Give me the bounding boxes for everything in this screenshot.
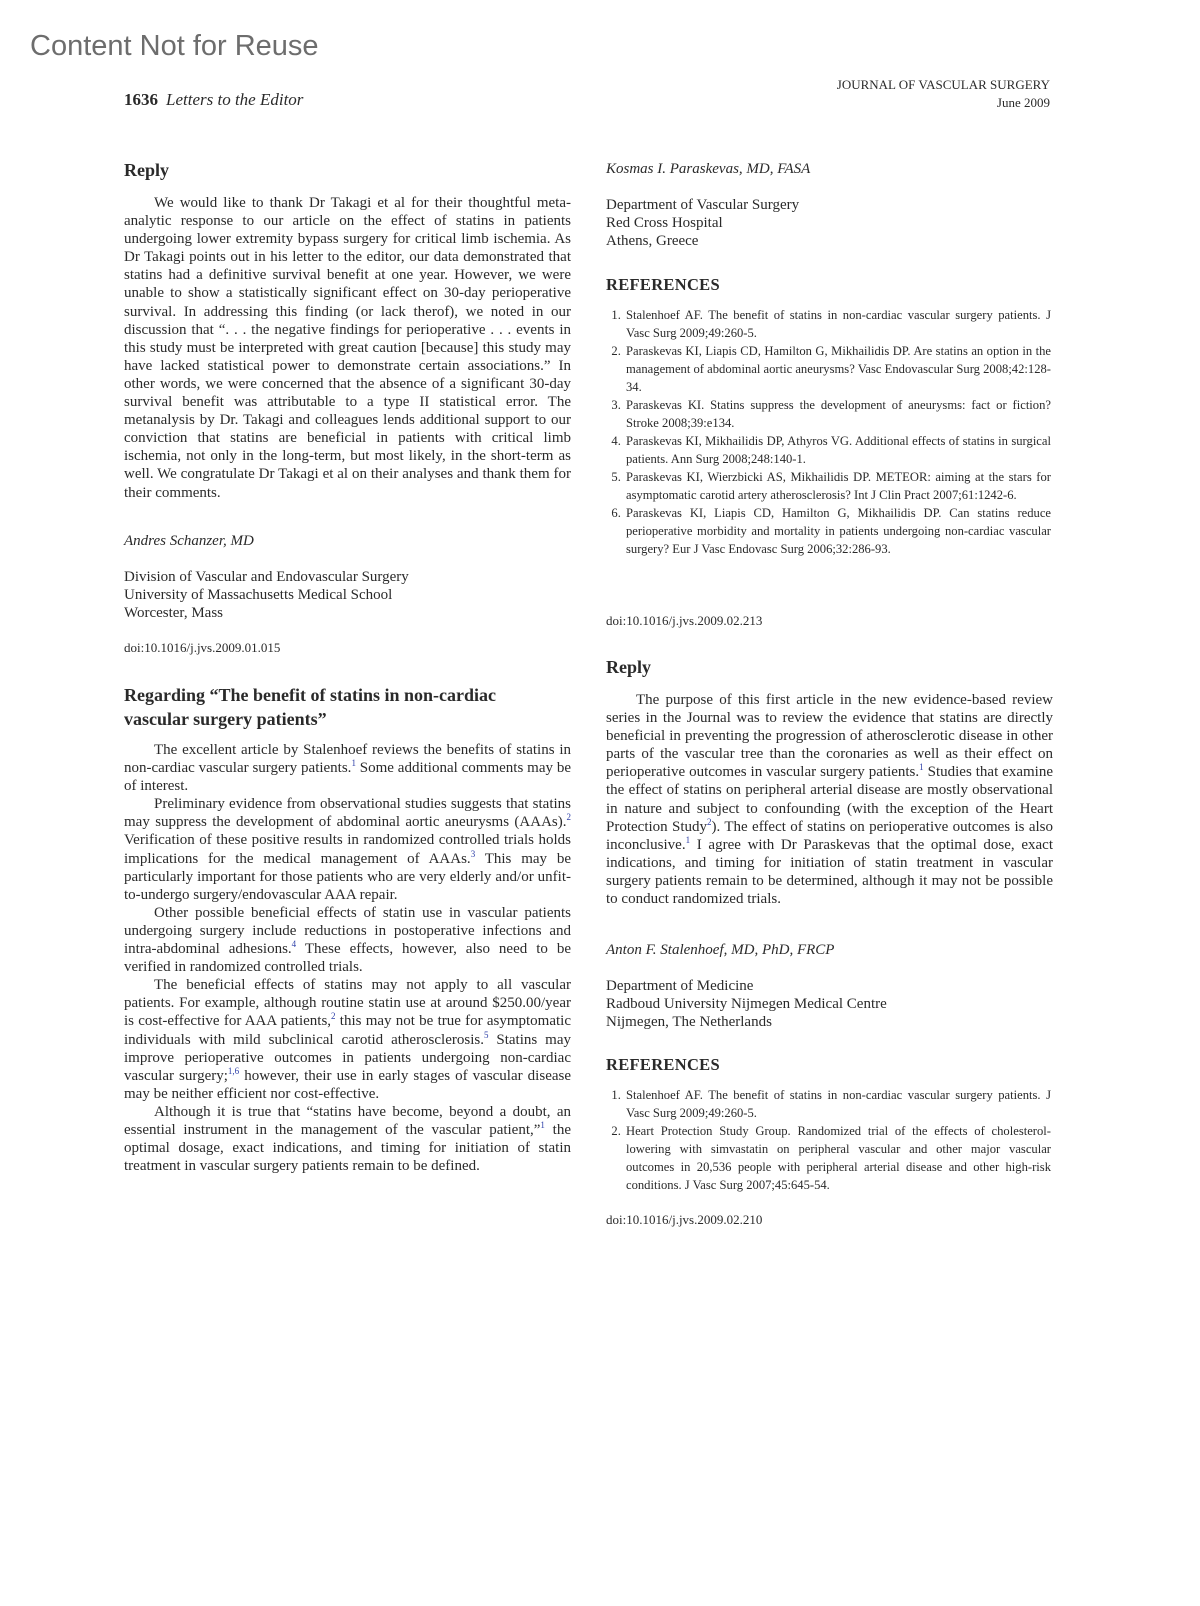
author-affiliation <box>124 568 571 622</box>
paragraph-text: Studies that examine the effect of statins on peripheral arterial disease are mostly observational in nature and subject to confounding (with the exception of the Heart Protection Study <box>606 764 1053 835</box>
affiliation-line: Nijmegen, The Netherlands <box>606 1014 772 1030</box>
citation-link[interactable]: 2 <box>331 1011 336 1022</box>
doi-link[interactable]: doi:10.1016/j.jvs.2009.02.213 <box>606 613 763 628</box>
citation-link[interactable]: 1 <box>351 758 356 769</box>
reference-list <box>606 1086 1051 1194</box>
reply-heading-block <box>124 160 571 181</box>
paragraph-text: The beneficial effects of statins may not apply to all vascular patients. For example, although routine statin use at around $250.00/year is cost-effective for AAA patients, <box>124 977 571 1030</box>
paragraph-text: Some additional comments may be of interest. <box>124 760 571 795</box>
paragraph <box>124 1103 571 1175</box>
references-heading: REFERENCES <box>606 1055 720 1074</box>
paragraph-text: I agree with Dr Paraskevas that the optimal dose, exact indications, and timing for initiation of statin treatment in vascular surgery patients remain to be determined, although it may not be possible to conduct randomized trials. <box>606 836 1053 908</box>
running-header-right <box>837 76 1050 112</box>
reference-list <box>606 306 1051 558</box>
citation-link[interactable]: 1 <box>919 762 924 773</box>
references-heading: REFERENCES <box>606 275 720 294</box>
issue-date: June 2009 <box>996 95 1050 110</box>
paragraph <box>124 904 571 976</box>
affiliation-line: Worcester, Mass <box>124 605 223 621</box>
paragraph <box>124 741 571 795</box>
author-signature: Anton F. Stalenhoef, MD, PhD, FRCP <box>606 942 835 958</box>
affiliation-line: Radboud University Nijmegen Medical Centre <box>606 996 887 1012</box>
paragraph-text: the optimal dosage, exact indications, and timing for initiation of statin treatment in vascular surgery patients remain to be defined. <box>124 1121 571 1175</box>
citation-link[interactable]: 1 <box>685 834 691 845</box>
reference-item: 1. Stalenhoef AF. The benefit of statins in non-cardiac vascular surgery patients. J Vasc Surg 2009;49:260-5. <box>624 1086 1051 1122</box>
doi-link[interactable]: doi:10.1016/j.jvs.2009.02.210 <box>606 1212 763 1227</box>
reply-heading: Reply <box>606 657 651 677</box>
paragraph-text: The purpose of this first article in the new evidence-based review series in the Journal was to review the evidence that statins are directly beneficial in preventing the progression of atherosclerotic disease in other parts of the vascular tree than the coronaries as well as their effect on perioperative outcomes in vascular surgery patients. <box>606 692 1053 781</box>
paragraph-text: ). The effect of statins on perioperative outcomes is also inconclusive. <box>606 818 1054 853</box>
paragraph <box>124 795 571 904</box>
paragraph-text: Other possible beneficial effects of statin use in vascular patients undergoing surgery include reductions in postoperative infections and intra-abdominal adhesions. <box>124 904 571 958</box>
page-number: 1636 <box>124 90 158 109</box>
citation-link[interactable]: 1 <box>540 1119 545 1130</box>
author-affiliation <box>606 977 1053 1031</box>
paragraph <box>124 194 571 502</box>
affiliation-line: Red Cross Hospital <box>606 215 723 231</box>
paragraph <box>124 976 571 1103</box>
watermark: Content Not for Reuse <box>30 30 319 62</box>
author-signature: Andres Schanzer, MD <box>124 533 254 549</box>
citation-link[interactable]: 5 <box>483 1029 489 1040</box>
reference-item: 4. Paraskevas KI, Mikhailidis DP, Athyros VG. Additional effects of statins in surgical patients. Ann Surg 2008;248:140-1. <box>624 432 1051 468</box>
reply-heading: Reply <box>124 160 169 180</box>
author-signature: Kosmas I. Paraskevas, MD, FASA <box>606 161 811 177</box>
paragraph <box>606 691 1053 908</box>
affiliation-line: Department of Medicine <box>606 978 754 994</box>
paragraph-text: however, their use in early stages of vascular disease may be neither efficient nor cost-effective. <box>124 1067 571 1102</box>
reference-item: 2. Heart Protection Study Group. Randomized trial of the effects of cholesterol-lowering with simvastatin on peripheral vascular and other major vascular outcomes in 20,536 people with peripheral arterial disease and other high-risk conditions. J Vasc Surg 2007;45:645-54. <box>624 1122 1051 1194</box>
citation-link[interactable]: 2 <box>707 816 712 827</box>
reference-item: 1. Stalenhoef AF. The benefit of statins in non-cardiac vascular surgery patients. J Vasc Surg 2009;49:260-5. <box>624 306 1051 342</box>
reference-item: 5. Paraskevas KI, Wierzbicki AS, Mikhailidis DP. METEOR: aiming at the stars for asymptomatic carotid artery atherosclerosis? Int J Clin Pract 2007;61:1242-6. <box>624 468 1051 504</box>
paragraph-text: Preliminary evidence from observational studies suggests that statins may suppress the development of abdominal aortic aneurysms (AAAs). <box>124 796 571 831</box>
affiliation-line: Department of Vascular Surgery <box>606 197 800 213</box>
reply-body <box>606 691 1053 908</box>
citation-link[interactable]: 4 <box>291 939 297 950</box>
author-affiliation <box>606 196 1053 250</box>
paragraph-text: Statins may improve perioperative outcomes in patients undergoing non-cardiac vascular surgery; <box>124 1031 571 1084</box>
paragraph-text: We would like to thank Dr Takagi et al for their thoughtful meta-analytic response to our article on the effect of statins in patients undergoing lower extremity bypass surgery for critical limb ischemia. As Dr Takagi points out in his letter to the editor, our data demonstrated that statins had a definitive survival benefit at one year. However, we were unable to show a statistically significant effect on 30-day perioperative survival. In addressing this finding (or lack therof), we noted in our discussion that “. . . the negative findings for perioperative . . . events in this study must be interpreted with great caution [because] this study may have lacked statistical power to demonstrate certain associations.” In other words, we were concerned that the absence of a significant 30-day survival benefit was attributable to a type II statistical error. The metanalysis by Dr. Takagi and colleagues lends additional support to our conviction that statins are beneficial in patients with critical limb ischemia, not only in the long-term, but most likely, in the short-term as well. We congratulate Dr Takagi et al on their analyses and thank them for their comments. <box>124 195 571 501</box>
paragraph-text: Although it is true that “statins have become, beyond a doubt, an essential instrument in the management of the vascular patient,” <box>124 1103 571 1138</box>
citation-link[interactable]: 3 <box>470 848 476 859</box>
running-header-left <box>124 90 303 110</box>
paragraph-text: Verification of these positive results in randomized controlled trials holds implications for the medical management of AAAs. <box>124 832 571 867</box>
citation-link[interactable]: 2 <box>566 812 571 823</box>
paragraph-text: This may be particularly important for those patients who are very elderly and/or unfit-to-undergo surgery/endovascular AAA repair. <box>124 850 571 903</box>
journal-name: JOURNAL OF VASCULAR SURGERY <box>836 77 1050 92</box>
paragraph-text: The excellent article by Stalenhoef reviews the benefits of statins in non-cardiac vascular surgery patients. <box>124 742 571 777</box>
reference-item: 3. Paraskevas KI. Statins suppress the development of aneurysms: fact or fiction? Stroke 2008;39:e134. <box>624 396 1051 432</box>
letter-body <box>124 741 571 1175</box>
paragraph-text: this may not be true for asymptomatic individuals with mild subclinical carotid atherosclerosis. <box>124 1013 571 1048</box>
doi-link[interactable]: doi:10.1016/j.jvs.2009.01.015 <box>124 640 281 655</box>
reference-item: 2. Paraskevas KI, Liapis CD, Hamilton G, Mikhailidis DP. Are statins an option in the management of abdominal aortic aneurysms? Vasc Endovascular Surg 2008;42:128-34. <box>624 342 1051 396</box>
letter-title: Regarding “The benefit of statins in non-cardiac vascular surgery patients” <box>124 685 497 729</box>
reply-body <box>124 194 571 502</box>
reference-item: 6. Paraskevas KI, Liapis CD, Hamilton G, Mikhailidis DP. Can statins reduce perioperative morbidity and mortality in patients undergoing non-cardiac vascular surgery? Eur J Vasc Endovasc Surg 2006;32:286-93. <box>624 504 1051 558</box>
affiliation-line: Athens, Greece <box>606 233 699 249</box>
section-title: Letters to the Editor <box>166 90 304 109</box>
citation-link[interactable]: 1,6 <box>227 1065 240 1076</box>
paragraph-text: These effects, however, also need to be verified in randomized controlled trials. <box>124 941 571 976</box>
affiliation-line: University of Massachusetts Medical School <box>124 587 393 603</box>
affiliation-line: Division of Vascular and Endovascular Surgery <box>124 569 409 585</box>
